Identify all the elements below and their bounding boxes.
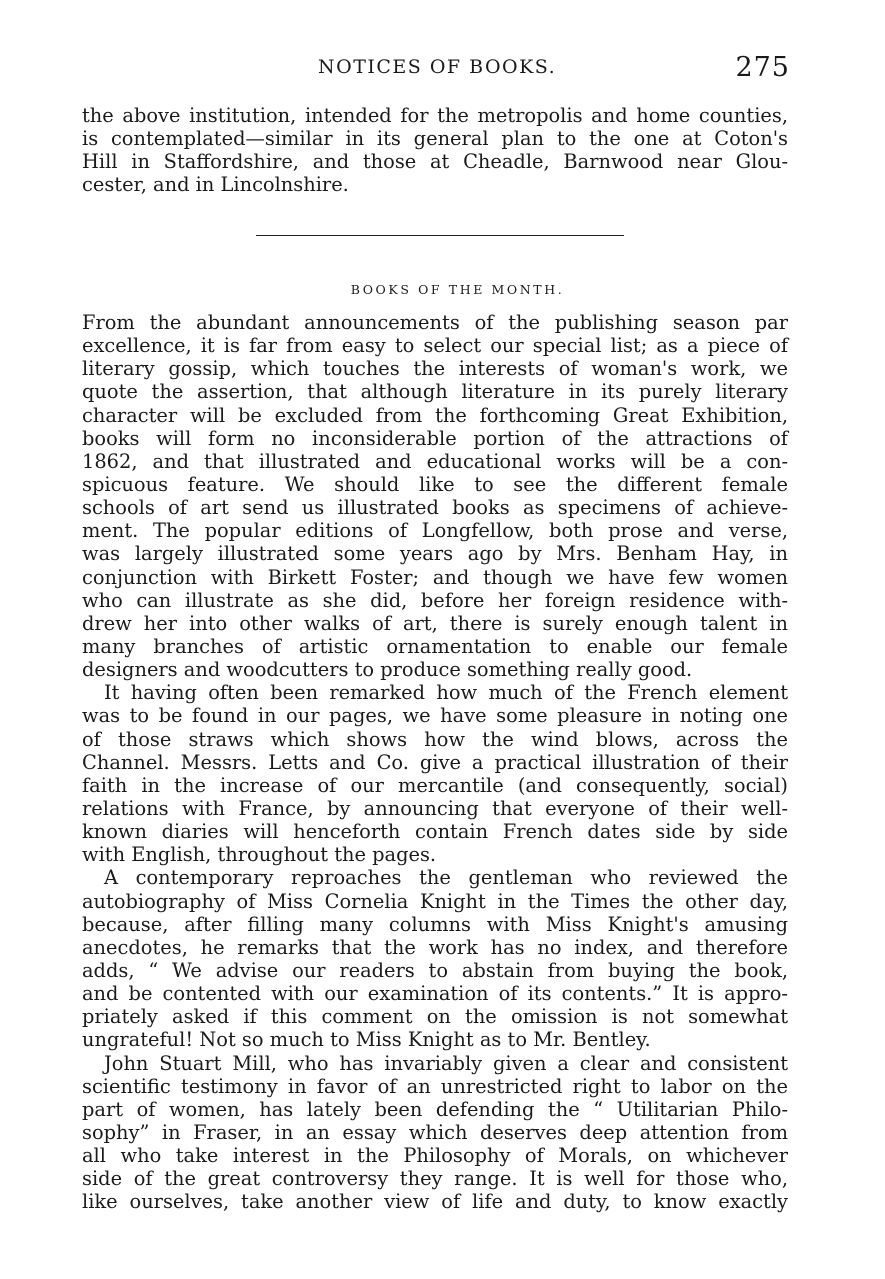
text-line: books will form no inconsiderable portion of the attractions of <box>82 426 788 450</box>
text-line: 1862, and that illustrated and educational works will be a con- <box>82 449 788 473</box>
text-line: A contemporary reproaches the gentleman who reviewed the <box>104 866 788 890</box>
text-line: excellence, it is far from easy to select our special list; as a piece of <box>82 334 788 358</box>
text-line: anecdotes, he remarks that the work has no index, and therefore <box>82 935 788 959</box>
text-line: cester, and in Lincolnshire. <box>82 173 349 197</box>
text-line: side of the great controversy they range. It is well for those who, <box>82 1167 788 1191</box>
text-line: character will be excluded from the forthcoming Great Exhibition, <box>82 403 788 427</box>
running-title: NOTICES OF BOOKS. <box>318 56 557 78</box>
text-line: adds, “ We advise our readers to abstain from buying the book, <box>82 958 788 982</box>
running-head <box>0 52 885 84</box>
text-line: scientific testimony in favor of an unrestricted right to labor on the <box>82 1074 788 1098</box>
section-heading: BOOKS OF THE MONTH. <box>350 282 565 297</box>
text-line: relations with France, by announcing that everyone of their well- <box>82 796 788 820</box>
section-divider <box>256 235 624 236</box>
text-line: autobiography of Miss Cornelia Knight in the Times the other day, <box>82 889 788 913</box>
text-line: drew her into other walks of art, there is surely enough talent in <box>82 611 788 635</box>
text-line: because, after filling many columns with Miss Knight's amusing <box>82 912 788 936</box>
text-line: known diaries will henceforth contain French dates side by side <box>82 820 788 844</box>
text-line: quote the assertion, that although literature in its purely literary <box>82 380 788 404</box>
text-line: was to be found in our pages, we have some pleasure in noting one <box>82 704 788 728</box>
text-line: John Stuart Mill, who has invariably given a clear and consistent <box>104 1051 788 1075</box>
text-line: and be contented with our examination of its contents.” It is appro- <box>82 982 788 1006</box>
text-line: all who take interest in the Philosophy of Morals, on whichever <box>82 1144 788 1168</box>
text-line: Channel. Messrs. Letts and Co. give a practical illustration of their <box>82 750 788 774</box>
text-line: like ourselves, take another view of life and duty, to know exactly <box>82 1190 788 1214</box>
text-line: It having often been remarked how much of the French element <box>104 681 788 705</box>
text-line: conjunction with Birkett Foster; and though we have few women <box>82 565 788 589</box>
text-line: many branches of artistic ornamentation to enable our female <box>82 634 788 658</box>
text-line: From the abundant announcements of the publishing season par <box>82 311 788 334</box>
text-line: faith in the increase of our mercantile (and consequently, social) <box>82 773 788 797</box>
text-line: with English, throughout the pages. <box>82 843 437 867</box>
text-line: was largely illustrated some years ago by Mrs. Benham Hay, in <box>82 542 788 566</box>
text-line: spicuous feature. We should like to see the different female <box>82 472 788 496</box>
intro-paragraph <box>82 104 788 197</box>
text-line: literary gossip, which touches the interests of woman's work, we <box>82 357 788 381</box>
body-text <box>82 311 788 1213</box>
text-line: is contemplated—similar in its general plan to the one at Coton's <box>82 127 788 151</box>
text-line: schools of art send us illustrated books as specimens of achieve- <box>82 496 788 520</box>
text-line: of those straws which shows how the wind blows, across the <box>82 727 788 751</box>
text-line: Hill in Staffordshire, and those at Cheadle, Barnwood near Glou- <box>82 150 788 174</box>
text-line: ment. The popular editions of Longfellow, both prose and verse, <box>82 519 788 543</box>
text-line: designers and woodcutters to produce something really good. <box>82 658 693 682</box>
text-line: ungrateful! Not so much to Miss Knight as to Mr. Bentley. <box>82 1028 651 1052</box>
text-line: priately asked if this comment on the omission is not somewhat <box>82 1005 788 1029</box>
text-line: sophy” in Fraser, in an essay which deserves deep attention from <box>82 1120 788 1144</box>
text-line: part of women, has lately been defending the “ Utilitarian Philo- <box>82 1097 788 1121</box>
page-number: 275 <box>735 52 790 83</box>
text-line: who can illustrate as she did, before her foreign residence with- <box>82 588 788 612</box>
text-line: the above institution, intended for the metropolis and home counties, <box>82 104 788 127</box>
